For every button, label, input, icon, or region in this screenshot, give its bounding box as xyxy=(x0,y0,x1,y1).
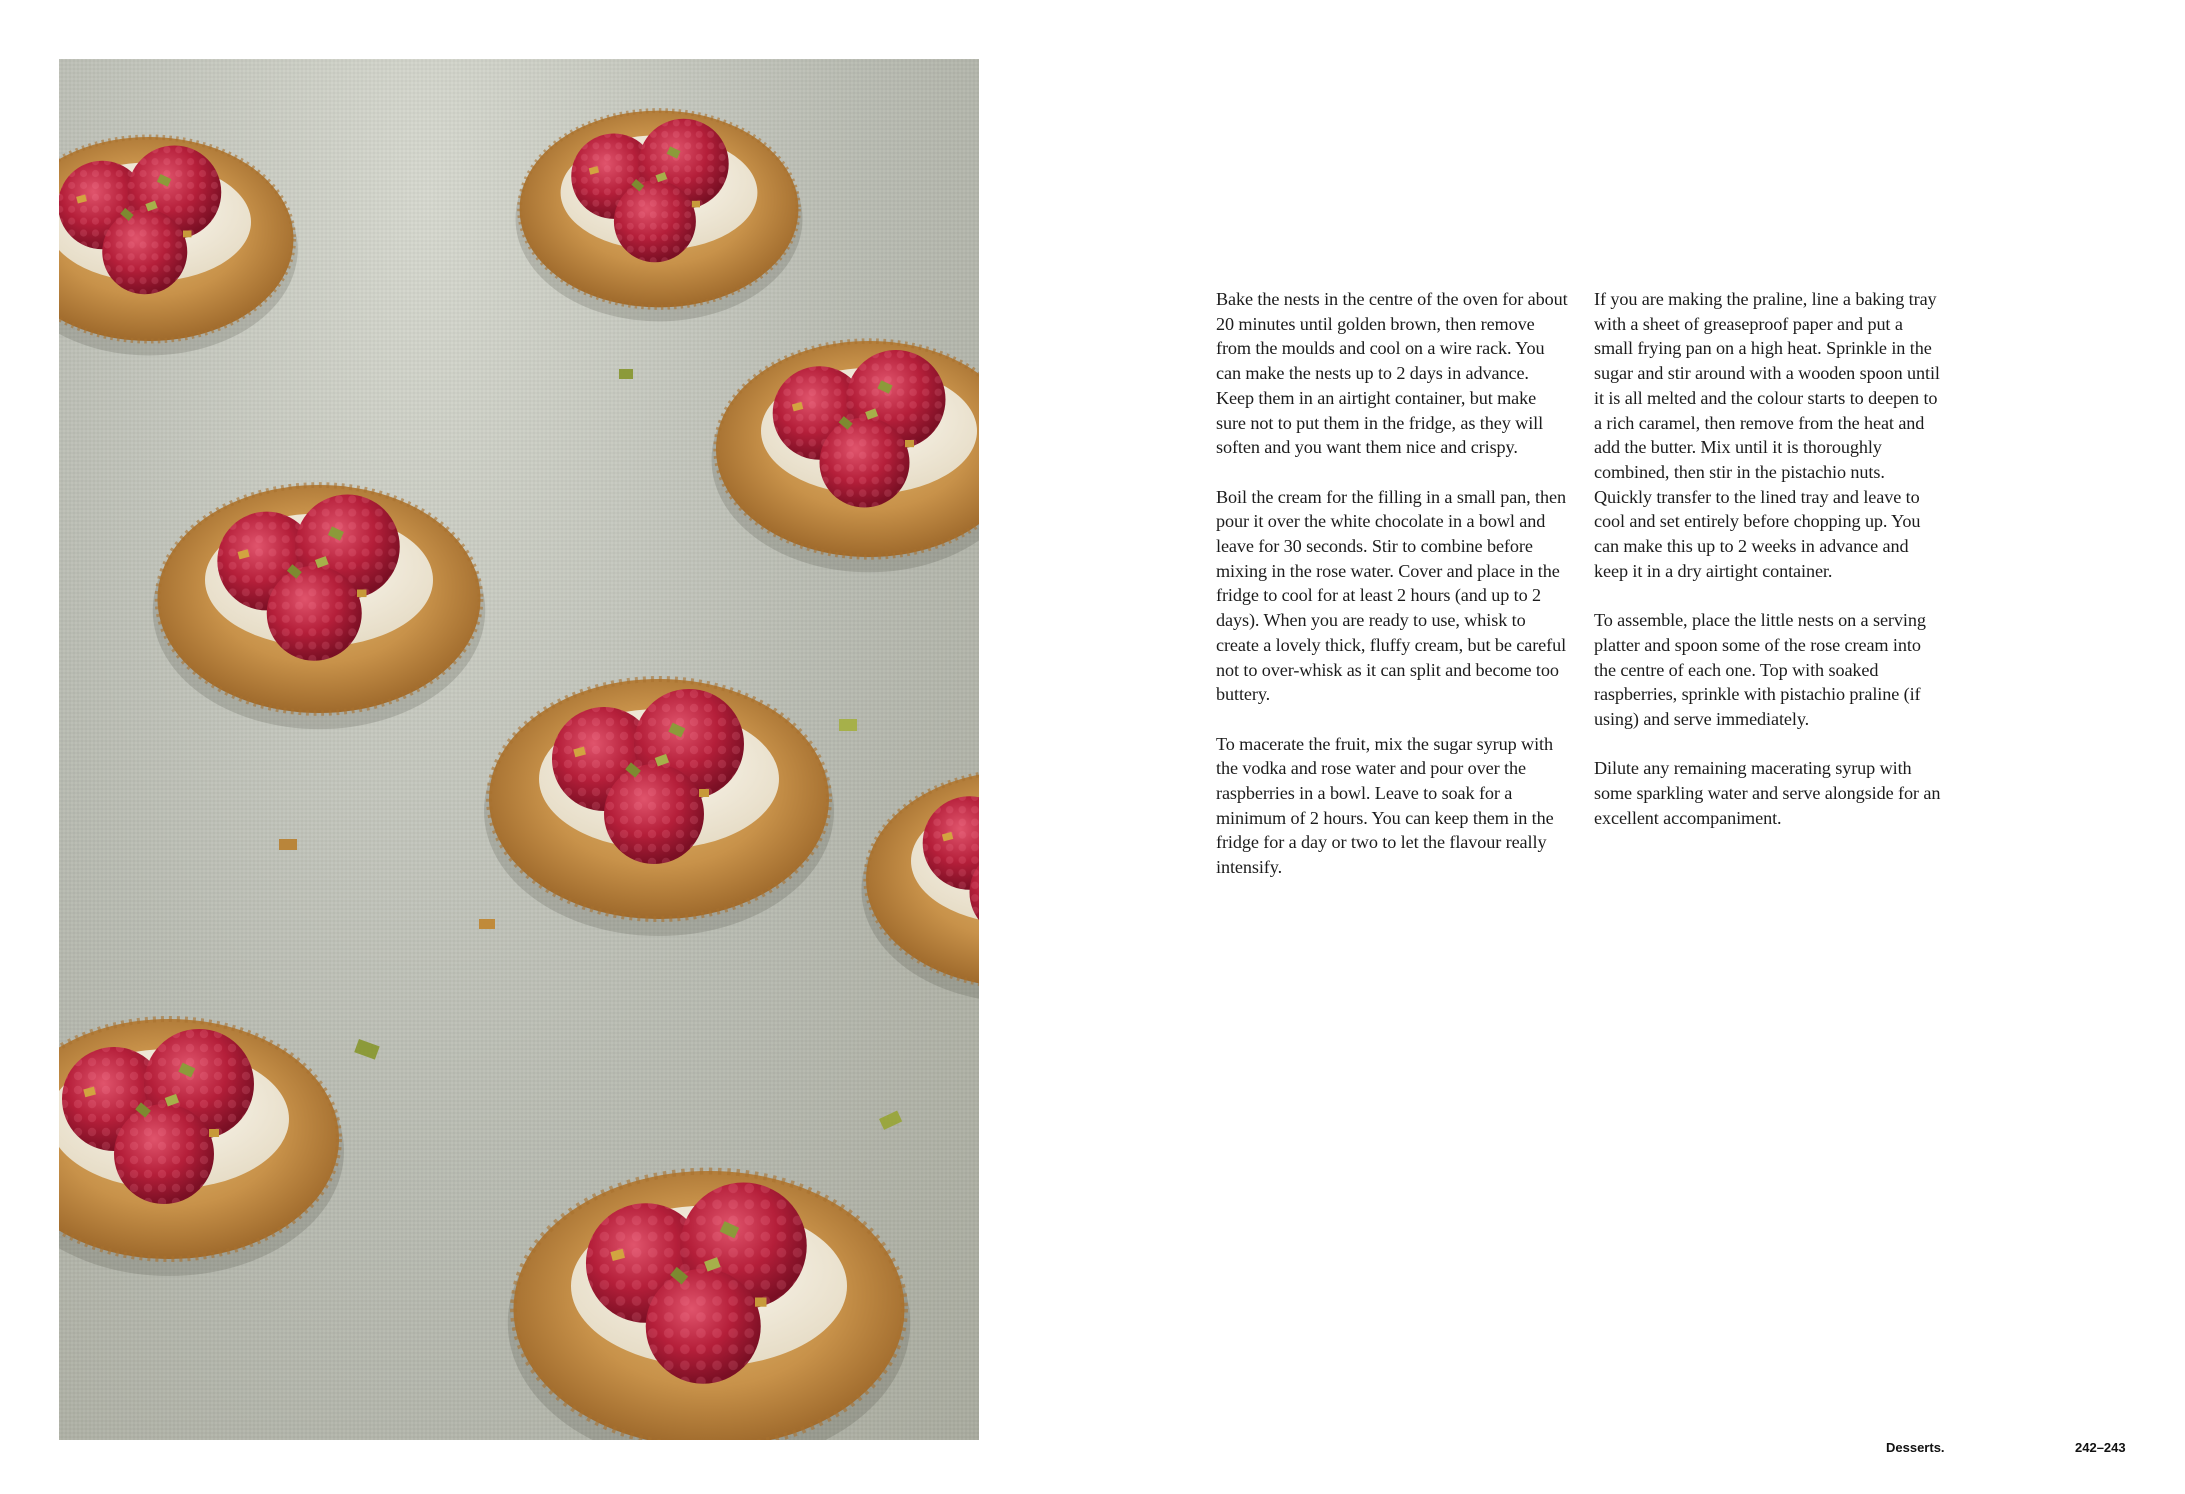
method-paragraph: If you are making the praline, line a baking tray with a sheet of greaseproof paper and put a small frying pan on a high heat. Sprinkle in the sugar and stir around with a wooden spoon until it is all melted and the colour starts to deepen to a rich caramel, then remove from the heat and add the butter. Mix until it is thoroughly combined, then stir in the pistachio nuts. Quickly transfer to the lined tray and leave to cool and set entirely before chopping up. You can make this up to 2 weeks in advance and keep it in a dry airtight container. xyxy=(1594,289,1940,581)
dessert-photo-illustration xyxy=(59,59,979,1440)
recipe-method-left-column xyxy=(1216,287,1568,905)
dessert-photo xyxy=(59,59,979,1440)
method-paragraph: To assemble, place the little nests on a serving platter and spoon some of the rose cream into the centre of each one. Top with soaked raspberries, sprinkle with pistachio praline (if using) and serve immediately. xyxy=(1594,610,1926,729)
method-paragraph: Boil the cream for the filling in a small pan, then pour it over the white chocolate in a bowl and leave for 30 seconds. Stir to combine before mixing in the rose water. Cover and place in the fridge to cool for at least 2 hours (and up to 2 days). When you are ready to use, whisk to create a lovely thick, fluffy cream, but be careful not to over-whisk as it can split and become too buttery. xyxy=(1216,486,1567,705)
page-numbers: 242–243 xyxy=(2075,1440,2126,1455)
section-label: Desserts. xyxy=(1886,1440,1945,1455)
recipe-method-right-column xyxy=(1594,287,1946,855)
method-paragraph: Bake the nests in the centre of the oven for about 20 minutes until golden brown, then remove from the moulds and cool on a wire rack. You can make the nests up to 2 days in advance. Keep them in an airtight container, but make sure not to put them in the fridge, as they will soften and you want them nice and crispy. xyxy=(1216,289,1568,458)
method-paragraph: To macerate the fruit, mix the sugar syrup with the vodka and rose water and pour over the raspberries in a bowl. Leave to soak for a minimum of 2 hours. You can keep them in the fridge for a day or two to let the flavour really intensify. xyxy=(1216,733,1554,878)
method-paragraph: Dilute any remaining macerating syrup with some sparkling water and serve alongside for an excellent accompaniment. xyxy=(1594,758,1941,828)
